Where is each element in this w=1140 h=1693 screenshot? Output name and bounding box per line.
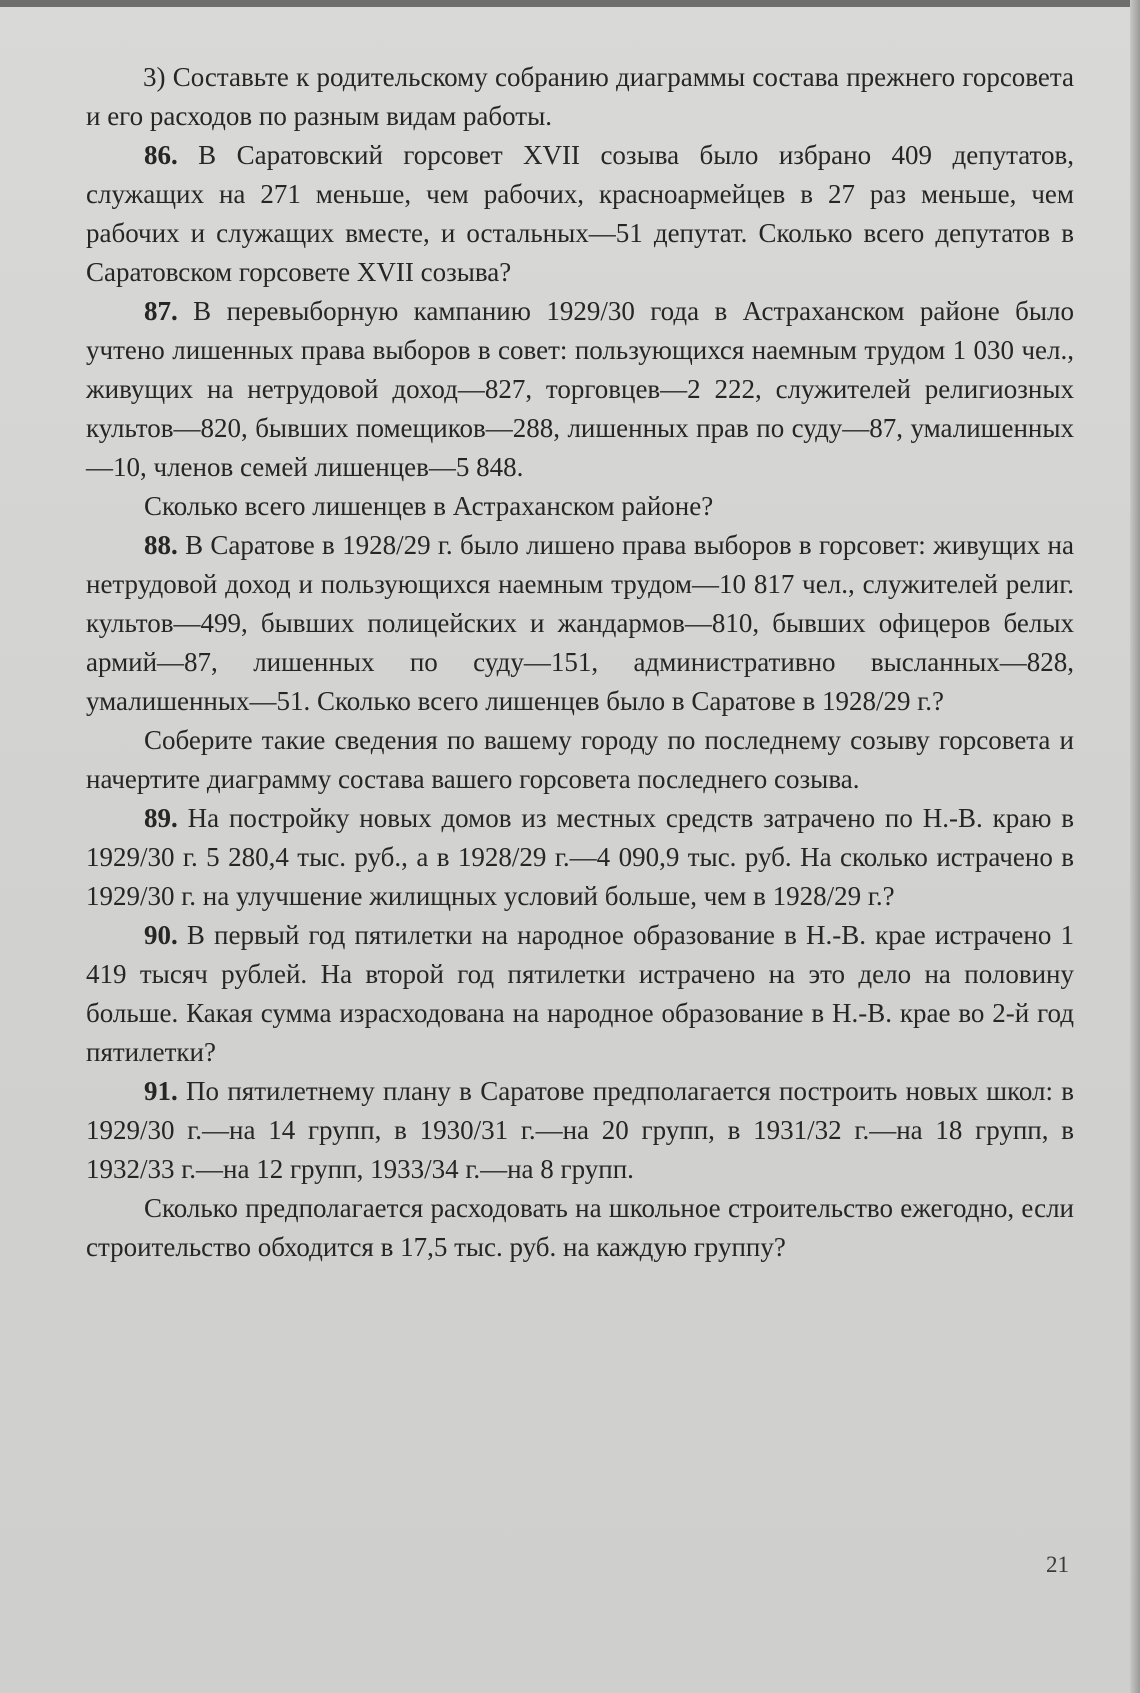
paragraph-problem-91 xyxy=(86,1072,1074,1189)
paragraph-text: В перевыборную кампанию 1929/30 года в Астраханском районе было учтено лишенных права выборов в совет: пользующихся наемным трудом 1 030 чел., живущих на нетрудовой доход—827, торговцев—2 222, служителей религиозных культов—820, бывших помещиков—288, лишенных прав по суду—87, умалишенных—10, членов семей лишенцев—5 848. xyxy=(86,296,1074,482)
paragraph-text: 3) Составьте к родительскому собранию диаграммы состава прежнего горсовета и его расходов по разным видам работы. xyxy=(86,62,1074,131)
paragraph-text: В Саратовский горсовет XVII созыва было избрано 409 депутатов, служащих на 271 меньше, чем рабочих, красноармейцев в 27 раз меньше, чем рабочих и служащих вместе, и остальных—51 депутат. Сколько всего депутатов в Саратовском горсовете XVII созыва? xyxy=(86,140,1074,287)
problem-number: 89. xyxy=(144,803,178,833)
page-text xyxy=(86,58,1074,1267)
paragraph-problem-90 xyxy=(86,916,1074,1072)
problem-number: 91. xyxy=(144,1076,178,1106)
paragraph-text: Соберите такие сведения по вашему городу по последнему созыву горсовета и начертите диаграмму состава вашего горсовета последнего созыва. xyxy=(86,725,1074,794)
paragraph-text: В первый год пятилетки на народное образование в Н.-В. крае истрачено 1 419 тысяч рублей. На второй год пятилетки истрачено на это дело на половину больше. Какая сумма израсходована на народное образование в Н.-В. крае во 2-й год пятилетки? xyxy=(86,920,1074,1067)
paragraph-problem-91-question xyxy=(86,1189,1074,1267)
paragraph-text: На постройку новых домов из местных средств затрачено по Н.-В. краю в 1929/30 г. 5 280,4 тыс. руб., а в 1928/29 г.—4 090,9 тыс. руб. На сколько истрачено в 1929/30 г. на улучшение жилищных условий больше, чем в 1928/29 г.? xyxy=(86,803,1074,911)
page-number: 21 xyxy=(1046,1552,1069,1577)
paragraph-problem-87-question xyxy=(86,487,1074,526)
problem-number: 86. xyxy=(144,140,178,170)
paragraph-task-3 xyxy=(86,58,1074,136)
paragraph-problem-86 xyxy=(86,136,1074,292)
paragraph-problem-88-task xyxy=(86,721,1074,799)
paragraph-text: Сколько предполагается расходовать на школьное строительство ежегодно, если строительство обходится в 17,5 тыс. руб. на каждую группу? xyxy=(86,1193,1074,1262)
paragraph-problem-88 xyxy=(86,526,1074,721)
problem-number: 90. xyxy=(144,920,178,950)
paragraph-text: По пятилетнему плану в Саратове предполагается построить новых школ: в 1929/30 г.—на 14 групп, в 1930/31 г.—на 20 групп, в 1931/32 г.—на 18 групп, в 1932/33 г.—на 12 групп, 1933/34 г.—на 8 групп. xyxy=(86,1076,1074,1184)
paragraph-text: В Саратове в 1928/29 г. было лишено права выборов в горсовет: живущих на нетрудовой доход и пользующихся наемным трудом—10 817 чел., служителей религ. культов—499, бывших полицейских и жандармов—810, бывших офицеров белых армий—87, лишенных по суду—151, административно высланных—828, умалишенных—51. Сколько всего лишенцев было в Саратове в 1928/29 г.? xyxy=(86,530,1074,716)
paragraph-problem-89 xyxy=(86,799,1074,916)
paragraph-text: Сколько всего лишенцев в Астраханском районе? xyxy=(144,491,714,521)
paragraph-problem-87 xyxy=(86,292,1074,487)
page-right-edge xyxy=(1130,0,1140,1693)
problem-number: 87. xyxy=(144,296,178,326)
problem-number: 88. xyxy=(144,530,178,560)
page-top-edge xyxy=(0,0,1140,7)
